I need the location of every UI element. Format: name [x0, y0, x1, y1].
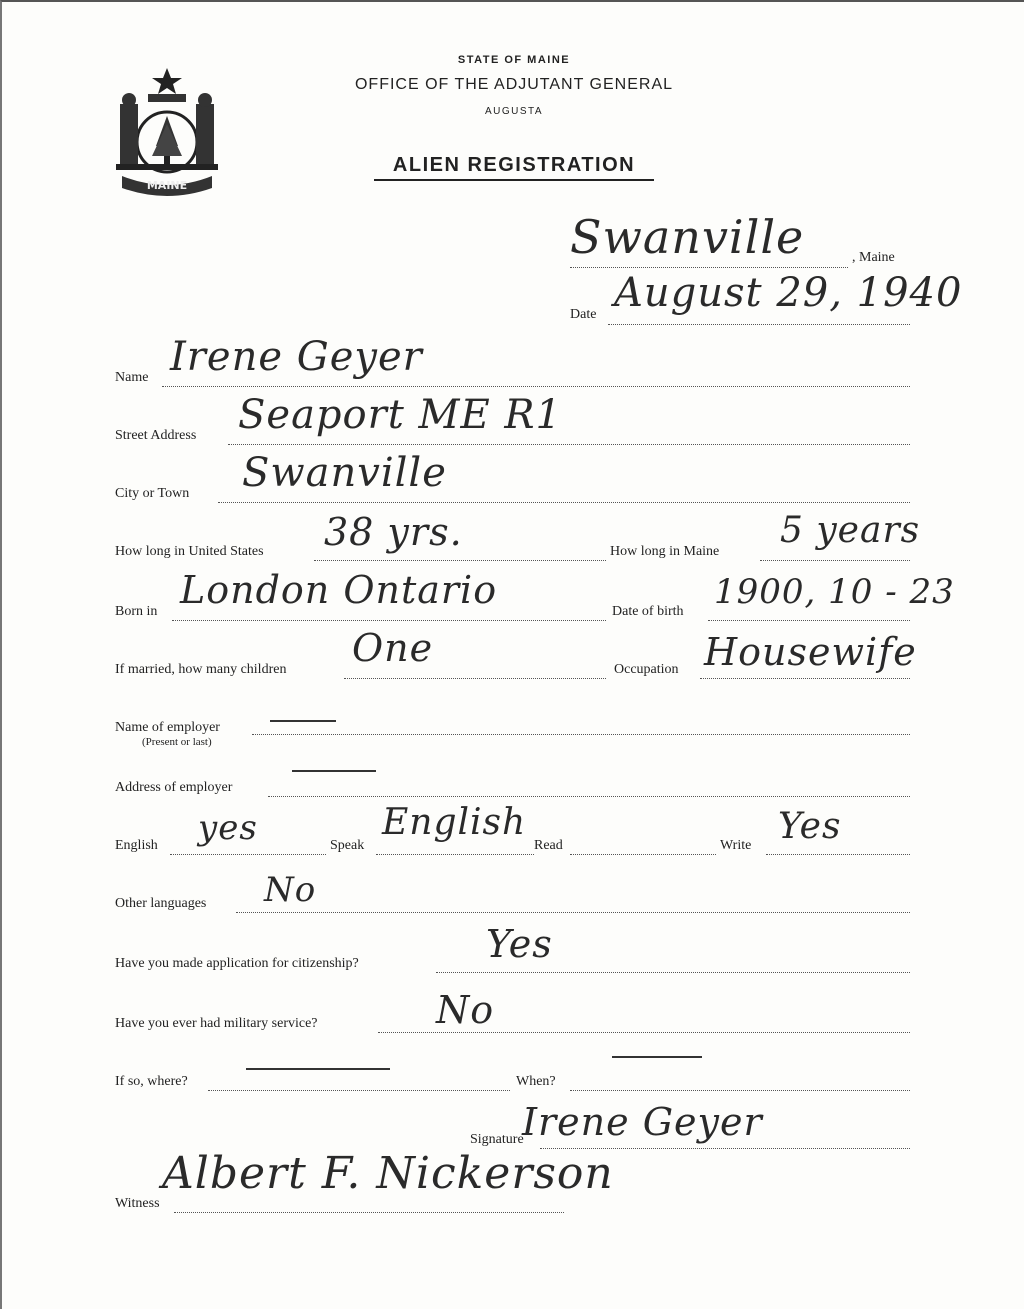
where-label: If so, where? [115, 1074, 188, 1089]
date-line [608, 324, 910, 325]
write-line [766, 854, 910, 855]
us-years-value: 38 yrs. [324, 510, 463, 554]
where-line [208, 1090, 510, 1091]
form-title: ALIEN REGISTRATION [392, 154, 636, 176]
speak-value: English [382, 802, 527, 843]
read-label: Read [534, 838, 563, 853]
name-value: Irene Geyer [170, 334, 423, 380]
witness-value: Albert F. Nickerson [162, 1148, 614, 1199]
where-dash [246, 1068, 390, 1070]
dob-value: 1900, 10 - 23 [714, 572, 955, 612]
city-line [218, 502, 910, 503]
employer-label: Name of employer [115, 720, 220, 735]
military-label: Have you ever had military service? [115, 1016, 318, 1031]
maine-years-line [760, 560, 910, 561]
citizenship-label: Have you made application for citizenship? [115, 956, 359, 971]
street-value: Seaport ME R1 [238, 392, 562, 438]
military-value: No [436, 988, 495, 1032]
header-office: OFFICE OF THE ADJUTANT GENERAL [354, 76, 674, 93]
header-state: STATE OF MAINE [457, 54, 571, 66]
occupation-line [700, 678, 910, 679]
employer-dash [270, 720, 336, 722]
other-languages-value: No [264, 870, 317, 910]
employer-address-dash [292, 770, 376, 772]
born-in-value: London Ontario [180, 568, 498, 612]
other-languages-label: Other languages [115, 896, 207, 911]
place-value: Swanville [570, 210, 805, 264]
us-years-line [314, 560, 606, 561]
write-value: Yes [778, 806, 842, 847]
children-line [344, 678, 606, 679]
speak-line [376, 854, 534, 855]
write-label: Write [720, 838, 752, 853]
read-line [570, 854, 716, 855]
header-city: AUGUSTA [484, 106, 544, 117]
city-value: Swanville [242, 450, 447, 496]
signature-value: Irene Geyer [522, 1100, 763, 1144]
maine-years-value: 5 years [780, 510, 921, 551]
signature-label: Signature [470, 1132, 524, 1147]
when-line [570, 1090, 910, 1091]
employer-address-label: Address of employer [115, 780, 233, 795]
born-in-line [172, 620, 606, 621]
date-label: Date [570, 307, 597, 322]
date-value: August 29, 1940 [614, 270, 963, 316]
born-in-label: Born in [115, 604, 158, 619]
when-dash [612, 1056, 702, 1058]
city-label: City or Town [115, 486, 190, 501]
street-line [228, 444, 910, 445]
citizenship-line [436, 972, 910, 973]
when-label: When? [516, 1074, 556, 1089]
employer-line [252, 734, 910, 735]
other-languages-line [236, 912, 910, 913]
title-underline [374, 179, 654, 181]
name-line [162, 386, 910, 387]
english-label: English [115, 838, 158, 853]
witness-label: Witness [115, 1196, 160, 1211]
maine-state-seal-icon [112, 64, 222, 199]
citizenship-value: Yes [486, 922, 553, 966]
occupation-value: Housewife [704, 630, 917, 674]
us-years-label: How long in United States [115, 544, 264, 559]
employer-address-line [268, 796, 910, 797]
dob-line [708, 620, 910, 621]
children-label: If married, how many children [115, 662, 287, 677]
name-label: Name [115, 370, 149, 385]
english-value: yes [198, 808, 258, 848]
svg-text:MAINE: MAINE [146, 179, 188, 192]
place-line [570, 267, 848, 268]
street-label: Street Address [115, 428, 197, 443]
occupation-label: Occupation [614, 662, 679, 677]
maine-years-label: How long in Maine [610, 544, 720, 559]
speak-label: Speak [330, 838, 365, 853]
employer-sublabel: (Present or last) [142, 736, 212, 748]
military-line [378, 1032, 910, 1033]
english-line [170, 854, 326, 855]
place-suffix: , Maine [852, 250, 895, 265]
witness-line [174, 1212, 564, 1213]
children-value: One [352, 626, 434, 670]
dob-label: Date of birth [612, 604, 684, 619]
